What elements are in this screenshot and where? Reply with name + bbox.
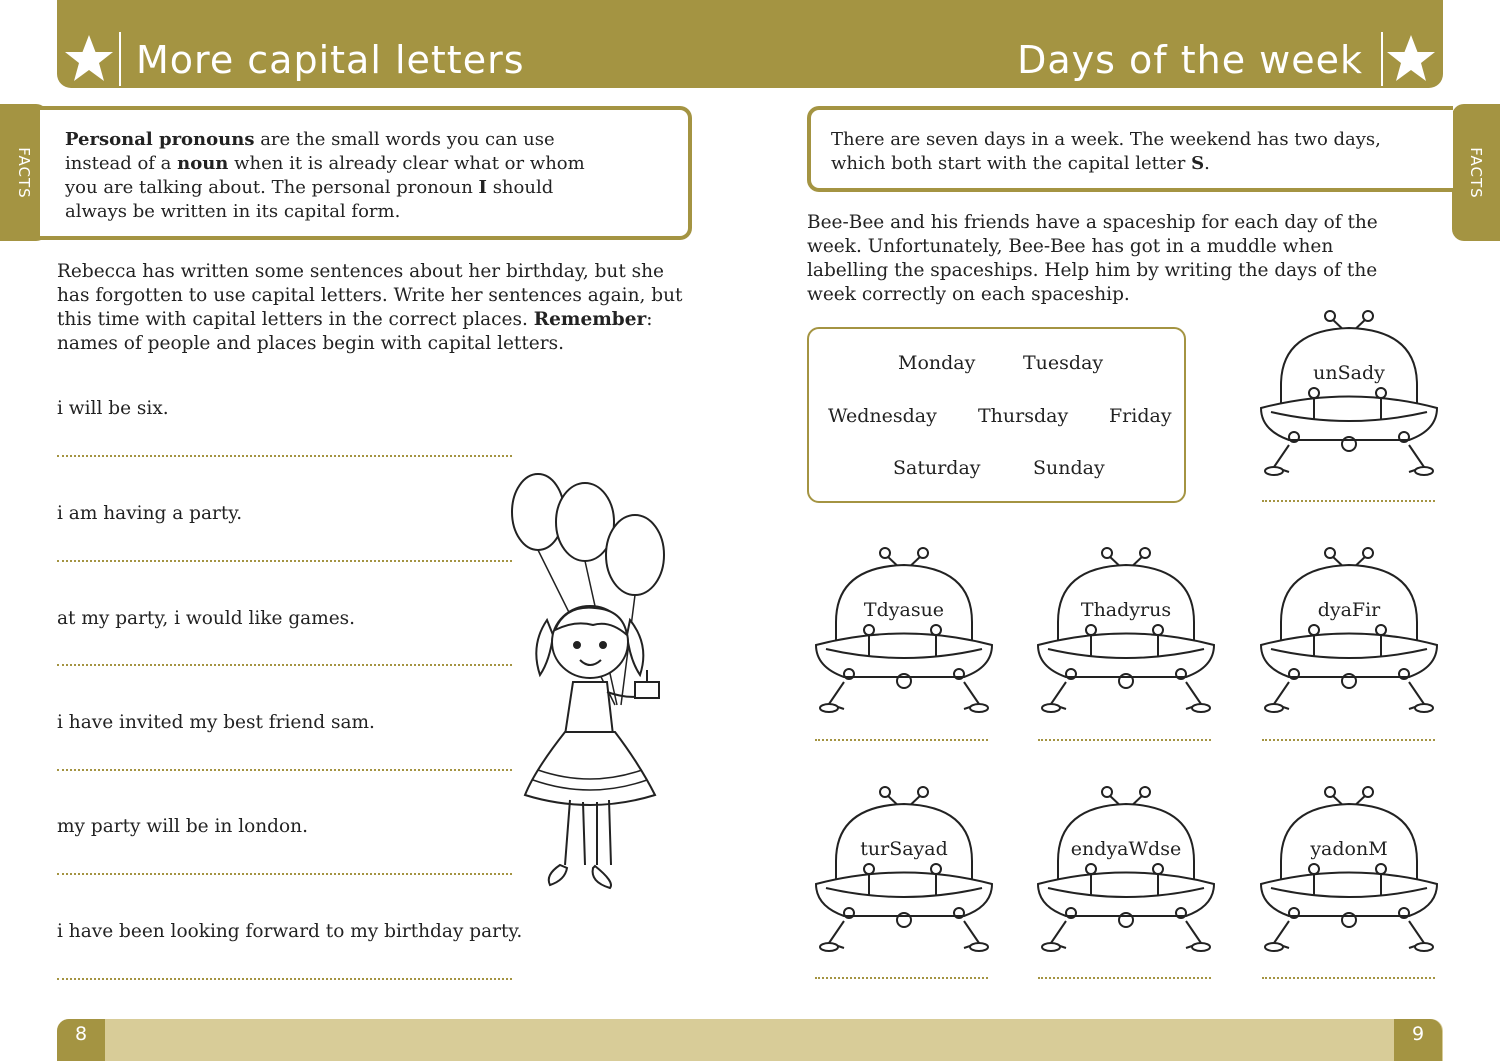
word-bank-item: Saturday <box>893 457 981 479</box>
answer-line[interactable] <box>57 873 512 875</box>
spaceship-illustration <box>1259 766 1439 961</box>
sentence: my party will be in london. <box>57 816 308 837</box>
spaceship-illustration <box>1036 527 1216 722</box>
answer-line[interactable] <box>1262 739 1435 741</box>
spaceship-label: turSayad <box>860 838 948 860</box>
answer-line[interactable] <box>815 977 988 979</box>
word-bank-item: Wednesday <box>828 405 937 427</box>
answer-line[interactable] <box>1038 739 1211 741</box>
page-number-left: 8 <box>57 1019 105 1061</box>
page-number-right: 9 <box>1394 1019 1442 1061</box>
spaceship <box>1259 527 1439 722</box>
right-page-title: Days of the week <box>1017 38 1363 82</box>
spaceship-label: Tdyasue <box>863 599 945 621</box>
spaceship-label: endyaWdse <box>1070 838 1182 860</box>
header-divider <box>119 32 121 86</box>
spaceship <box>814 527 994 722</box>
word-bank-item: Tuesday <box>1023 352 1104 374</box>
fact-text: Personal pronouns are the small words you can use instead of a noun when it is already clear what or whom you are talking about. The personal pronoun I should always be written in its capital form. <box>65 129 585 222</box>
sentence: at my party, i would like games. <box>57 608 356 629</box>
spaceship-label: yadonM <box>1310 838 1388 860</box>
facts-tab-right <box>1452 104 1500 241</box>
word-bank-item: Monday <box>898 352 976 374</box>
spaceship-illustration <box>1259 290 1439 485</box>
spaceship <box>1036 766 1216 961</box>
answer-line[interactable] <box>57 664 512 666</box>
spaceship-illustration <box>814 766 994 961</box>
sentence: i have been looking forward to my birthday party. <box>57 921 523 942</box>
right-fact-box <box>807 106 1453 192</box>
spaceship <box>1259 290 1439 485</box>
answer-line[interactable] <box>57 455 512 457</box>
word-bank-item: Thursday <box>978 405 1069 427</box>
right-header-bar <box>750 0 1443 88</box>
spaceship-label: dyaFir <box>1317 599 1381 621</box>
left-header-bar <box>57 0 750 88</box>
star-icon <box>63 33 115 85</box>
facts-tab-label: FACTS <box>15 146 33 199</box>
answer-line[interactable] <box>1262 500 1435 502</box>
sentence: i have invited my best friend sam. <box>57 712 375 733</box>
left-fact-box <box>40 106 692 240</box>
left-footer-bar <box>57 1019 750 1061</box>
right-instruction: Bee-Bee and his friends have a spaceship for each day of the week. Unfortunately, Bee-Bee has got in a muddle when labelling the spaceships. Help him by writing the days of the week correctly on each spaceship. <box>807 212 1378 305</box>
answer-line[interactable] <box>1038 977 1211 979</box>
answer-line[interactable] <box>1262 977 1435 979</box>
spaceship-illustration <box>1036 766 1216 961</box>
facts-tab-label: FACTS <box>1467 146 1485 199</box>
spaceship-label: Thadyrus <box>1080 599 1172 621</box>
word-bank-item: Sunday <box>1033 457 1105 479</box>
answer-line[interactable] <box>57 560 512 562</box>
word-bank-item: Friday <box>1109 405 1172 427</box>
header-divider <box>1381 32 1383 86</box>
spaceship-illustration <box>814 527 994 722</box>
spaceship-label: unSady <box>1313 362 1385 384</box>
balloon-girl-illustration <box>505 470 675 895</box>
left-instruction: Rebecca has written some sentences about her birthday, but she has forgotten to use capital letters. Write her sentences again, but this time with capital letters in the correct places. Remember: names of people and places begin with capital letters. <box>57 261 683 354</box>
answer-line[interactable] <box>57 769 512 771</box>
right-footer-bar <box>750 1019 1443 1061</box>
sentence: i am having a party. <box>57 503 243 524</box>
fact-text: There are seven days in a week. The weekend has two days, which both start with the capital letter S. <box>831 129 1381 174</box>
spaceship <box>1259 766 1439 961</box>
spaceship-illustration <box>1259 527 1439 722</box>
answer-line[interactable] <box>815 739 988 741</box>
spaceship <box>814 766 994 961</box>
answer-line[interactable] <box>57 978 512 980</box>
sentence: i will be six. <box>57 398 169 419</box>
spaceship <box>1036 527 1216 722</box>
star-icon <box>1385 33 1437 85</box>
left-page-title: More capital letters <box>136 38 525 82</box>
